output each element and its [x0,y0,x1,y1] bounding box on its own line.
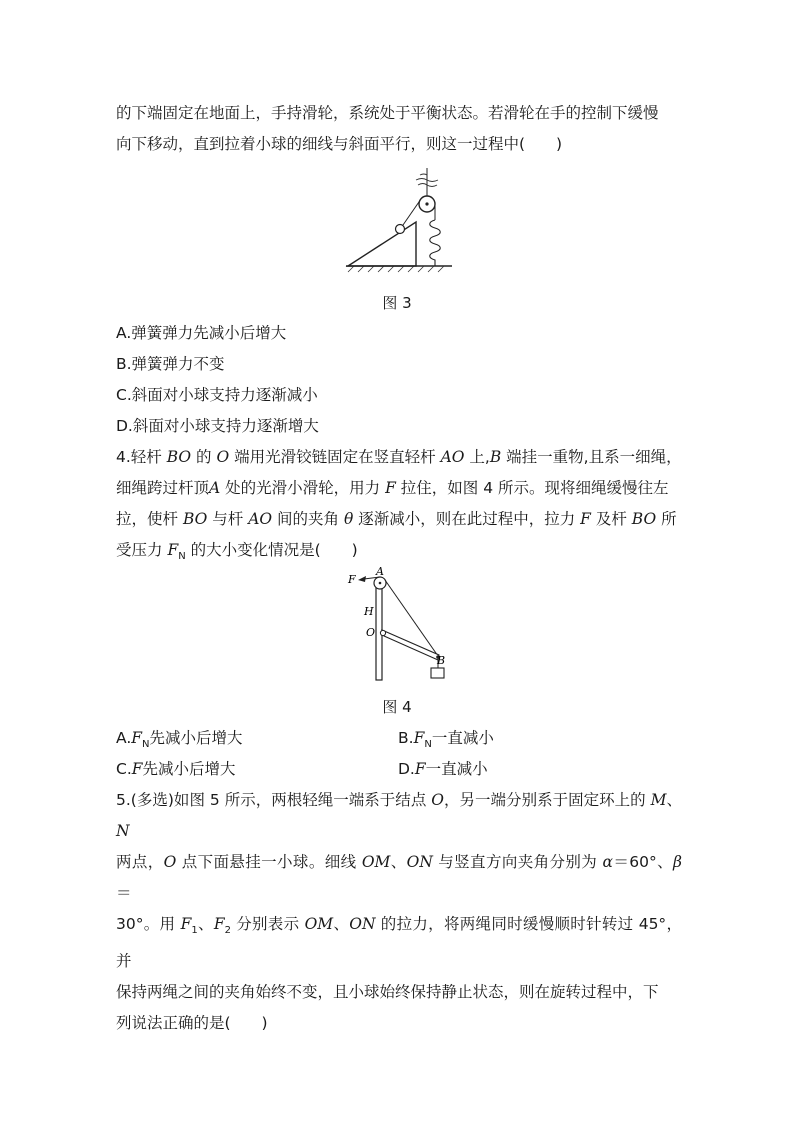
intro-line-2: 向下移动，直到拉着小球的细线与斜面平行，则这一过程中( ) [116,135,563,153]
label-b: B [437,654,446,667]
figure-4-caption: 图 4 [382,698,412,716]
label-f: F [348,573,356,586]
label-o: O [366,626,376,639]
figure-4-diagram [340,566,460,684]
q4-option-a: $A.F_N$先减小后增大 [116,729,243,751]
question-4: 4.轻杆 BO 的 O 端用光滑铰链固定在竖直轻杆 AO 上,B 端挂一重物,且系一细绳， 细绳跨过杆顶A 处的光滑小滑轮，用力 F 拉住，如图 4 所示。现将细绳缓慢往左 拉，使杆 BO 与杆 AO 间的夹角 θ 逐渐减小，则在此过程中，拉力 F 及杆 BO 所 受压力 $F_N$ 的大小变化情况是( ) [116,448,682,563]
label-h: H [364,605,374,618]
q4-option-c: C.F先减小后增大 [116,760,236,778]
question-5: 5.(多选)如图 5 所示，两根轻绳一端系于结点 O，另一端分别系于固定环上的 M、N 两点，O 点下面悬挂一小球。细线 OM、ON 与竖直方向夹角分别为 α＝60°、β＝ 30°。用 $F_1$、$F_2$ 分别表示 OM、ON 的拉力，将两绳同时缓慢顺时针转过 45°，并 保持两绳之间的夹角始终不变，且小球始终保持静止状态，则在旋转过程中，下 列说法正确的是( ) [116,791,682,1033]
q4-option-d: D.F一直减小 [398,760,488,778]
question-number: 5. [116,791,131,809]
figure-3-caption: 图 3 [382,294,412,312]
intro-line-1: 的下端固定在地面上，手持滑轮，系统处于平衡状态。若滑轮在手的控制下缓慢 [116,104,659,122]
label-a: A [376,566,384,578]
question-number: 4. [116,448,131,466]
q4-option-b: $B.F_N$一直减小 [398,729,494,751]
figure-3-diagram [340,160,460,276]
q3-option-c: C.斜面对小球支持力逐渐减小 [116,386,318,404]
q3-option-d: D.斜面对小球支持力逐渐增大 [116,417,319,435]
intro-paragraph [116,98,682,160]
q3-option-b: B.弹簧弹力不变 [116,355,225,373]
q3-option-a: A.弹簧弹力先减小后增大 [116,324,287,342]
